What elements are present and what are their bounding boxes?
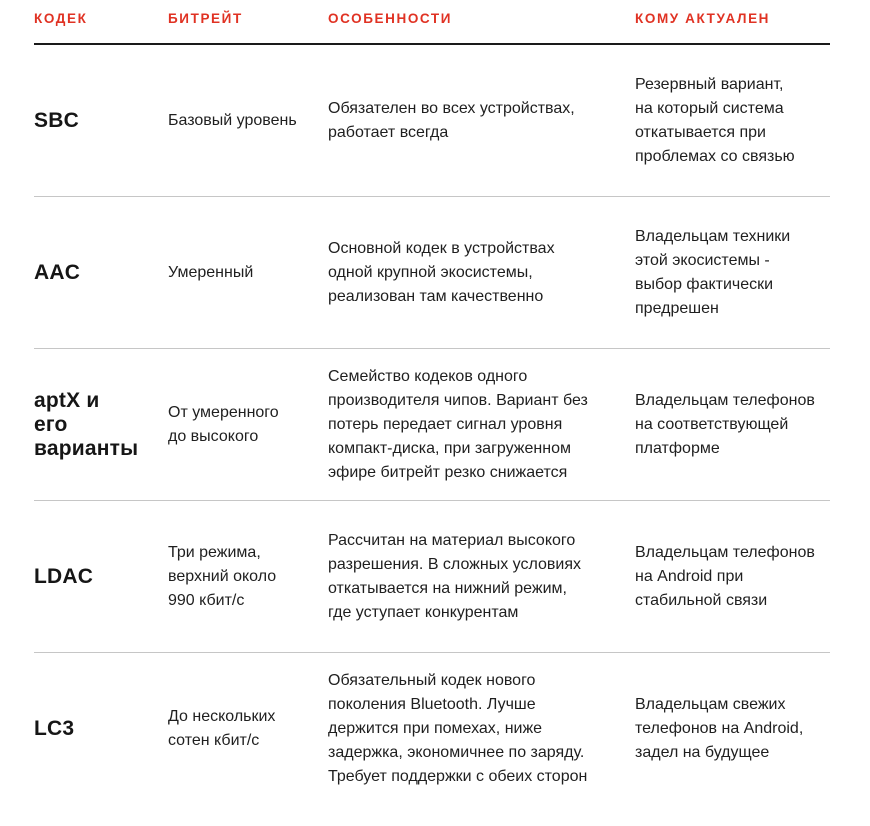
bitrate-text: От умеренного до высокого bbox=[168, 403, 279, 445]
codec-name: LDAC bbox=[34, 564, 94, 588]
header-bitrate: БИТРЕЙТ bbox=[168, 11, 243, 26]
codec-cell bbox=[34, 197, 159, 348]
codec-cell bbox=[34, 45, 159, 196]
codec-comparison-table bbox=[34, 0, 830, 804]
bitrate-text: Умеренный bbox=[168, 263, 254, 281]
features-cell bbox=[328, 349, 618, 500]
bitrate-cell bbox=[168, 45, 318, 196]
table-row-aptx bbox=[34, 349, 830, 501]
features-cell bbox=[328, 653, 618, 804]
audience-cell bbox=[635, 653, 830, 804]
codec-name: LC3 bbox=[34, 716, 75, 740]
bitrate-text: Базовый уровень bbox=[168, 111, 297, 129]
features-text: Семейство кодеков одного производителя чипов. Вариант без потерь передает сигнал уровня компакт-диска, при загруженном эфире битрейт резко снижается bbox=[328, 367, 588, 481]
audience-text: Резервный вариант, на который система откатывается при проблемах со связью bbox=[635, 75, 795, 165]
features-text: Обязателен во всех устройствах, работает всегда bbox=[328, 99, 575, 141]
audience-cell bbox=[635, 349, 830, 500]
header-codec: КОДЕК bbox=[34, 11, 88, 26]
codec-cell bbox=[34, 349, 159, 500]
header-features: ОСОБЕННОСТИ bbox=[328, 11, 453, 26]
bitrate-text: Три режима, верхний около 990 кбит/с bbox=[168, 543, 277, 609]
codec-name: SBC bbox=[34, 108, 79, 132]
codec-cell bbox=[34, 653, 159, 804]
header-audience: КОМУ АКТУАЛЕН bbox=[635, 11, 771, 26]
audience-cell bbox=[635, 197, 830, 348]
features-cell bbox=[328, 45, 618, 196]
bitrate-cell bbox=[168, 653, 318, 804]
table-row-aac bbox=[34, 197, 830, 349]
table-row-ldac bbox=[34, 501, 830, 653]
features-cell bbox=[328, 197, 618, 348]
codec-cell bbox=[34, 501, 159, 652]
audience-text: Владельцам техники этой экосистемы - выбор фактически предрешен bbox=[635, 227, 791, 317]
features-cell bbox=[328, 501, 618, 652]
bitrate-cell bbox=[168, 349, 318, 500]
bitrate-text: До нескольких сотен кбит/с bbox=[168, 707, 276, 749]
table-header bbox=[34, 0, 830, 45]
bitrate-cell bbox=[168, 197, 318, 348]
table-row-lc3 bbox=[34, 653, 830, 804]
audience-cell bbox=[635, 501, 830, 652]
features-text: Рассчитан на материал высокого разрешения. В сложных условиях откатывается на нижний режим, где уступает конкурентам bbox=[328, 531, 581, 621]
features-text: Основной кодек в устройствах одной крупной экосистемы, реализован там качественно bbox=[328, 239, 555, 305]
audience-cell bbox=[635, 45, 830, 196]
audience-text: Владельцам свежих телефонов на Android, задел на будущее bbox=[635, 695, 804, 761]
table-row-sbc bbox=[34, 45, 830, 197]
codec-name: AAC bbox=[34, 260, 81, 284]
features-text: Обязательный кодек нового поколения Bluetooth. Лучше держится при помехах, ниже задержка, экономичнее по заряду. Требует поддержки с обеих сторон bbox=[328, 671, 588, 785]
codec-name: aptX и его варианты bbox=[34, 388, 139, 460]
audience-text: Владельцам телефонов на Android при стабильной связи bbox=[635, 543, 815, 609]
bitrate-cell bbox=[168, 501, 318, 652]
audience-text: Владельцам телефонов на соответствующей платформе bbox=[635, 391, 815, 457]
